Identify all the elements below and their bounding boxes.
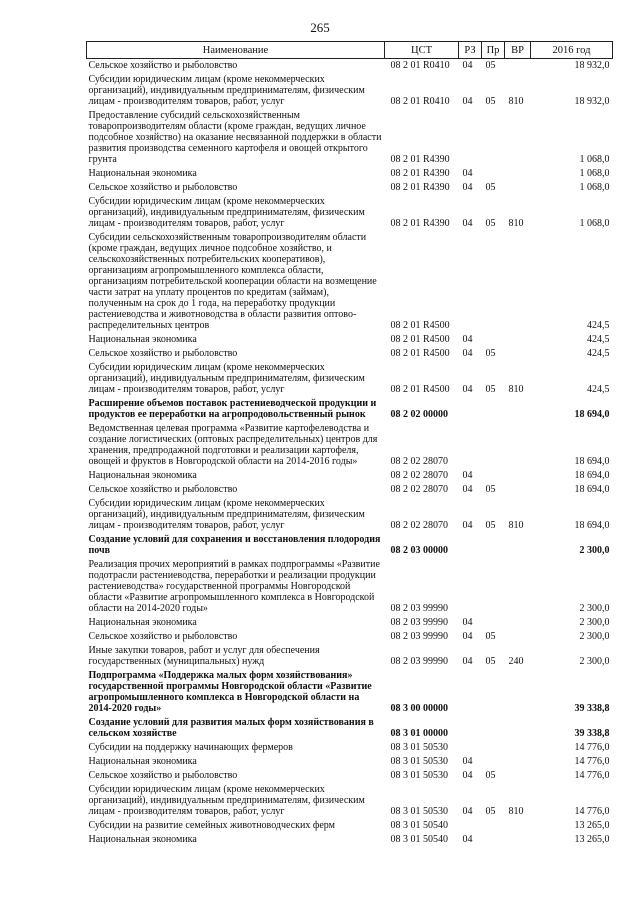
row-pr [482, 333, 505, 347]
table-body [87, 59, 613, 848]
row-vr [505, 533, 531, 558]
row-name: Предоставление субсидий сельскохозяйственным товаропроизводителям области (кроме граждан, ведущих личное подсобное хозяйство) на оказание несвязанной поддержки в области развития производства семенного картофеля и овощей открытого грунта [88, 110, 382, 165]
row-name: Субсидии юридическим лицам (кроме некоммерческих организаций), индивидуальным предпринимателям, физическим лицам - производителям товаров, работ, услуг [88, 196, 365, 229]
row-pr: 05 [485, 218, 496, 229]
row-name: Национальная экономика [88, 334, 197, 345]
row-name: Ведомственная целевая программа «Развитие картофелеводства и создание логистических (оптовых распределительных) центров для хранения, предпродажной подготовки и реализации картофеля, овощей и фруктов в Новгородской области на 2014-2016 годы» [88, 423, 378, 467]
row-sum: 14 776,0 [574, 756, 610, 767]
row-pr [482, 755, 505, 769]
table-row [87, 669, 613, 716]
row-vr [505, 59, 531, 74]
row-vr [505, 109, 531, 167]
row-vr [505, 616, 531, 630]
row-name: Сельское хозяйство и рыболовство [88, 770, 238, 781]
table-row [87, 558, 613, 616]
row-rz: 04 [462, 470, 473, 481]
row-name: Субсидии юридическим лицам (кроме некоммерческих организаций), индивидуальным предпринимателям, физическим лицам - производителям товаров, работ, услуг [88, 784, 365, 817]
row-rz [459, 819, 482, 833]
row-name: Подпрограмма «Поддержка малых форм хозяйствования» государственной программы Новгородской области «Развитие агропромышленного комплекса в Новгородской области на 2014-2020 годы» [88, 670, 372, 714]
table-row [87, 469, 613, 483]
row-cst: 08 2 01 R4390 [390, 182, 450, 193]
row-vr: 240 [508, 656, 524, 667]
row-cst: 08 2 02 00000 [390, 409, 448, 420]
row-cst: 08 3 01 50530 [390, 756, 448, 767]
row-cst: 08 2 02 28070 [390, 520, 448, 531]
row-cst: 08 3 01 50530 [390, 742, 448, 753]
table-row [87, 181, 613, 195]
row-cst: 08 2 03 00000 [390, 545, 448, 556]
row-name: Национальная экономика [88, 617, 197, 628]
row-vr [505, 422, 531, 469]
row-sum: 14 776,0 [574, 806, 610, 817]
row-name: Расширение объемов поставок растениеводческой продукции и продуктов ее переработки на агропродовольственный рынок [88, 398, 377, 420]
table-row [87, 347, 613, 361]
row-rz: 04 [462, 334, 473, 345]
row-name: Сельское хозяйство и рыболовство [88, 631, 238, 642]
row-pr [482, 616, 505, 630]
row-pr [482, 558, 505, 616]
row-vr: 810 [508, 96, 524, 107]
row-sum: 18 694,0 [574, 409, 610, 420]
row-sum: 18 694,0 [574, 484, 610, 495]
row-vr [505, 231, 531, 333]
row-rz: 04 [462, 96, 473, 107]
row-sum: 2 300,0 [579, 545, 610, 556]
row-sum: 39 338,8 [574, 728, 610, 739]
table-row [87, 361, 613, 397]
row-pr: 05 [485, 60, 496, 71]
row-vr [505, 833, 531, 847]
row-cst: 08 2 01 R4500 [390, 348, 450, 359]
row-sum: 1 068,0 [579, 182, 610, 193]
row-pr: 05 [485, 520, 496, 531]
row-pr: 05 [485, 348, 496, 359]
row-sum: 2 300,0 [579, 603, 610, 614]
row-rz: 04 [462, 60, 473, 71]
row-sum: 1 068,0 [579, 168, 610, 179]
table-row [87, 422, 613, 469]
row-vr [505, 769, 531, 783]
row-vr: 810 [508, 806, 524, 817]
row-cst: 08 3 00 00000 [390, 703, 448, 714]
row-vr [505, 483, 531, 497]
row-name: Субсидии юридическим лицам (кроме некоммерческих организаций), индивидуальным предпринимателям, физическим лицам - производителям товаров, работ, услуг [88, 498, 365, 531]
row-sum: 2 300,0 [579, 617, 610, 628]
row-pr: 05 [485, 770, 496, 781]
row-pr: 05 [485, 631, 496, 642]
table-header-row [87, 42, 613, 59]
row-rz: 04 [462, 631, 473, 642]
row-vr: 810 [508, 520, 524, 531]
row-rz: 04 [462, 484, 473, 495]
row-rz: 04 [462, 520, 473, 531]
row-cst: 08 3 01 00000 [390, 728, 448, 739]
row-cst: 08 2 01 R4500 [390, 384, 450, 395]
row-rz [459, 533, 482, 558]
row-pr [482, 819, 505, 833]
row-cst: 08 2 01 R0410 [390, 96, 450, 107]
table-row [87, 716, 613, 741]
row-rz [459, 109, 482, 167]
table-row [87, 497, 613, 533]
row-sum: 13 265,0 [574, 834, 610, 845]
row-vr [505, 741, 531, 755]
row-sum: 14 776,0 [574, 742, 610, 753]
row-rz [459, 741, 482, 755]
row-cst: 08 2 02 28070 [390, 470, 448, 481]
row-rz: 04 [462, 806, 473, 817]
row-cst: 08 2 02 28070 [390, 456, 448, 467]
table-row [87, 167, 613, 181]
row-pr [482, 533, 505, 558]
row-sum: 424,5 [587, 348, 610, 359]
header-pr: Пр [482, 42, 505, 59]
row-sum: 424,5 [587, 384, 610, 395]
table-row [87, 333, 613, 347]
row-rz [459, 422, 482, 469]
row-name: Сельское хозяйство и рыболовство [88, 348, 238, 359]
row-vr [505, 755, 531, 769]
table-row [87, 833, 613, 847]
row-name: Национальная экономика [88, 470, 197, 481]
row-sum: 39 338,8 [574, 703, 610, 714]
row-vr [505, 347, 531, 361]
row-rz [459, 231, 482, 333]
row-pr: 05 [485, 384, 496, 395]
budget-table [86, 41, 613, 847]
row-rz: 04 [462, 218, 473, 229]
row-cst: 08 2 01 R4500 [390, 334, 450, 345]
row-vr [505, 558, 531, 616]
row-rz [459, 716, 482, 741]
header-rz: РЗ [459, 42, 482, 59]
row-name: Национальная экономика [88, 168, 197, 179]
row-sum: 18 694,0 [574, 470, 610, 481]
row-pr [482, 422, 505, 469]
table-row [87, 616, 613, 630]
row-rz: 04 [462, 182, 473, 193]
row-sum: 13 265,0 [574, 820, 610, 831]
row-sum: 18 932,0 [574, 96, 610, 107]
row-name: Субсидии на поддержку начинающих фермеров [88, 742, 293, 753]
table-row [87, 769, 613, 783]
table-row [87, 59, 613, 74]
row-pr: 05 [485, 806, 496, 817]
row-name: Реализация прочих мероприятий в рамках подпрограммы «Развитие подотрасли растениеводства, переработки и реализации продукции растениеводства» государственной программы Новгородской области «Развитие агропромышленного комплекса в Новгородской области на 2014-2020 годы» [88, 559, 380, 614]
table-row [87, 195, 613, 231]
row-name: Субсидии на развитие семейных животноводческих ферм [88, 820, 335, 831]
row-rz [459, 558, 482, 616]
row-vr [505, 716, 531, 741]
table-row [87, 783, 613, 819]
row-pr: 05 [485, 96, 496, 107]
row-cst: 08 2 03 99990 [390, 617, 448, 628]
row-rz [459, 669, 482, 716]
table-row [87, 231, 613, 333]
header-name: Наименование [87, 42, 385, 59]
row-vr [505, 819, 531, 833]
row-name: Иные закупки товаров, работ и услуг для обеспечения государственных (муниципальных) нужд [88, 645, 320, 667]
row-sum: 2 300,0 [579, 631, 610, 642]
row-sum: 1 068,0 [579, 218, 610, 229]
row-vr [505, 181, 531, 195]
row-vr [505, 630, 531, 644]
row-pr [482, 109, 505, 167]
row-rz: 04 [462, 168, 473, 179]
header-cst: ЦСТ [385, 42, 459, 59]
row-pr [482, 469, 505, 483]
row-name: Сельское хозяйство и рыболовство [88, 484, 238, 495]
row-cst: 08 2 03 99990 [390, 631, 448, 642]
row-vr [505, 333, 531, 347]
row-cst: 08 3 01 50540 [390, 834, 448, 845]
table-row [87, 73, 613, 109]
table-row [87, 644, 613, 669]
row-pr [482, 397, 505, 422]
row-sum: 2 300,0 [579, 656, 610, 667]
table-row [87, 483, 613, 497]
row-rz: 04 [462, 384, 473, 395]
row-cst: 08 2 03 99990 [390, 656, 448, 667]
table-row [87, 630, 613, 644]
row-vr [505, 397, 531, 422]
row-pr [482, 833, 505, 847]
row-vr: 810 [508, 384, 524, 395]
row-cst: 08 2 03 99990 [390, 603, 448, 614]
row-pr [482, 716, 505, 741]
header-year: 2016 год [531, 42, 613, 59]
row-name: Национальная экономика [88, 834, 197, 845]
row-pr [482, 167, 505, 181]
row-rz: 04 [462, 617, 473, 628]
row-cst: 08 3 01 50530 [390, 770, 448, 781]
row-sum: 18 694,0 [574, 520, 610, 531]
row-pr [482, 741, 505, 755]
row-cst: 08 2 01 R4390 [390, 168, 450, 179]
row-sum: 18 694,0 [574, 456, 610, 467]
row-cst: 08 2 01 R4390 [390, 154, 450, 165]
row-sum: 1 068,0 [579, 154, 610, 165]
table-row [87, 819, 613, 833]
row-pr: 05 [485, 182, 496, 193]
row-cst: 08 2 02 28070 [390, 484, 448, 495]
row-name: Сельское хозяйство и рыболовство [88, 60, 238, 71]
table-row [87, 741, 613, 755]
row-rz: 04 [462, 834, 473, 845]
row-name: Национальная экономика [88, 756, 197, 767]
row-vr [505, 669, 531, 716]
table-row [87, 533, 613, 558]
row-vr: 810 [508, 218, 524, 229]
row-rz: 04 [462, 656, 473, 667]
header-vr: ВР [505, 42, 531, 59]
row-rz: 04 [462, 348, 473, 359]
row-name: Субсидии юридическим лицам (кроме некоммерческих организаций), индивидуальным предпринимателям, физическим лицам - производителям товаров, работ, услуг [88, 74, 365, 107]
row-name: Создание условий для сохранения и восстановления плодородия почв [88, 534, 381, 556]
row-name: Создание условий для развития малых форм хозяйствования в сельском хозяйстве [88, 717, 374, 739]
row-vr [505, 469, 531, 483]
page-number: 265 [310, 20, 330, 35]
table-row [87, 755, 613, 769]
row-name: Субсидии сельскохозяйственным товаропроизводителям области (кроме граждан, ведущих личное подсобное хозяйство, и сельскохозяйственных потребительских кооперативов), организациям агропромышленного комплекса области, организациям потребительской кооперации области на возмещение части затрат на уплату процентов по кредитам (займам), полученным на срок до 1 года, на переработку продукции растениеводства и животноводства в области развития оптово-распределительных центров [88, 232, 377, 331]
row-cst: 08 3 01 50540 [390, 820, 448, 831]
row-sum: 18 932,0 [574, 60, 610, 71]
row-pr: 05 [485, 656, 496, 667]
row-name: Сельское хозяйство и рыболовство [88, 182, 238, 193]
table-row [87, 109, 613, 167]
row-vr [505, 167, 531, 181]
row-sum: 14 776,0 [574, 770, 610, 781]
row-sum: 424,5 [587, 334, 610, 345]
row-cst: 08 2 01 R0410 [390, 60, 450, 71]
row-cst: 08 2 01 R4390 [390, 218, 450, 229]
row-cst: 08 2 01 R4500 [390, 320, 450, 331]
table-row [87, 397, 613, 422]
row-rz: 04 [462, 756, 473, 767]
row-rz [459, 397, 482, 422]
row-pr: 05 [485, 484, 496, 495]
row-name: Субсидии юридическим лицам (кроме некоммерческих организаций), индивидуальным предпринимателям, физическим лицам - производителям товаров, работ, услуг [88, 362, 365, 395]
row-cst: 08 3 01 50530 [390, 806, 448, 817]
row-pr [482, 231, 505, 333]
row-sum: 424,5 [587, 320, 610, 331]
row-pr [482, 669, 505, 716]
row-rz: 04 [462, 770, 473, 781]
